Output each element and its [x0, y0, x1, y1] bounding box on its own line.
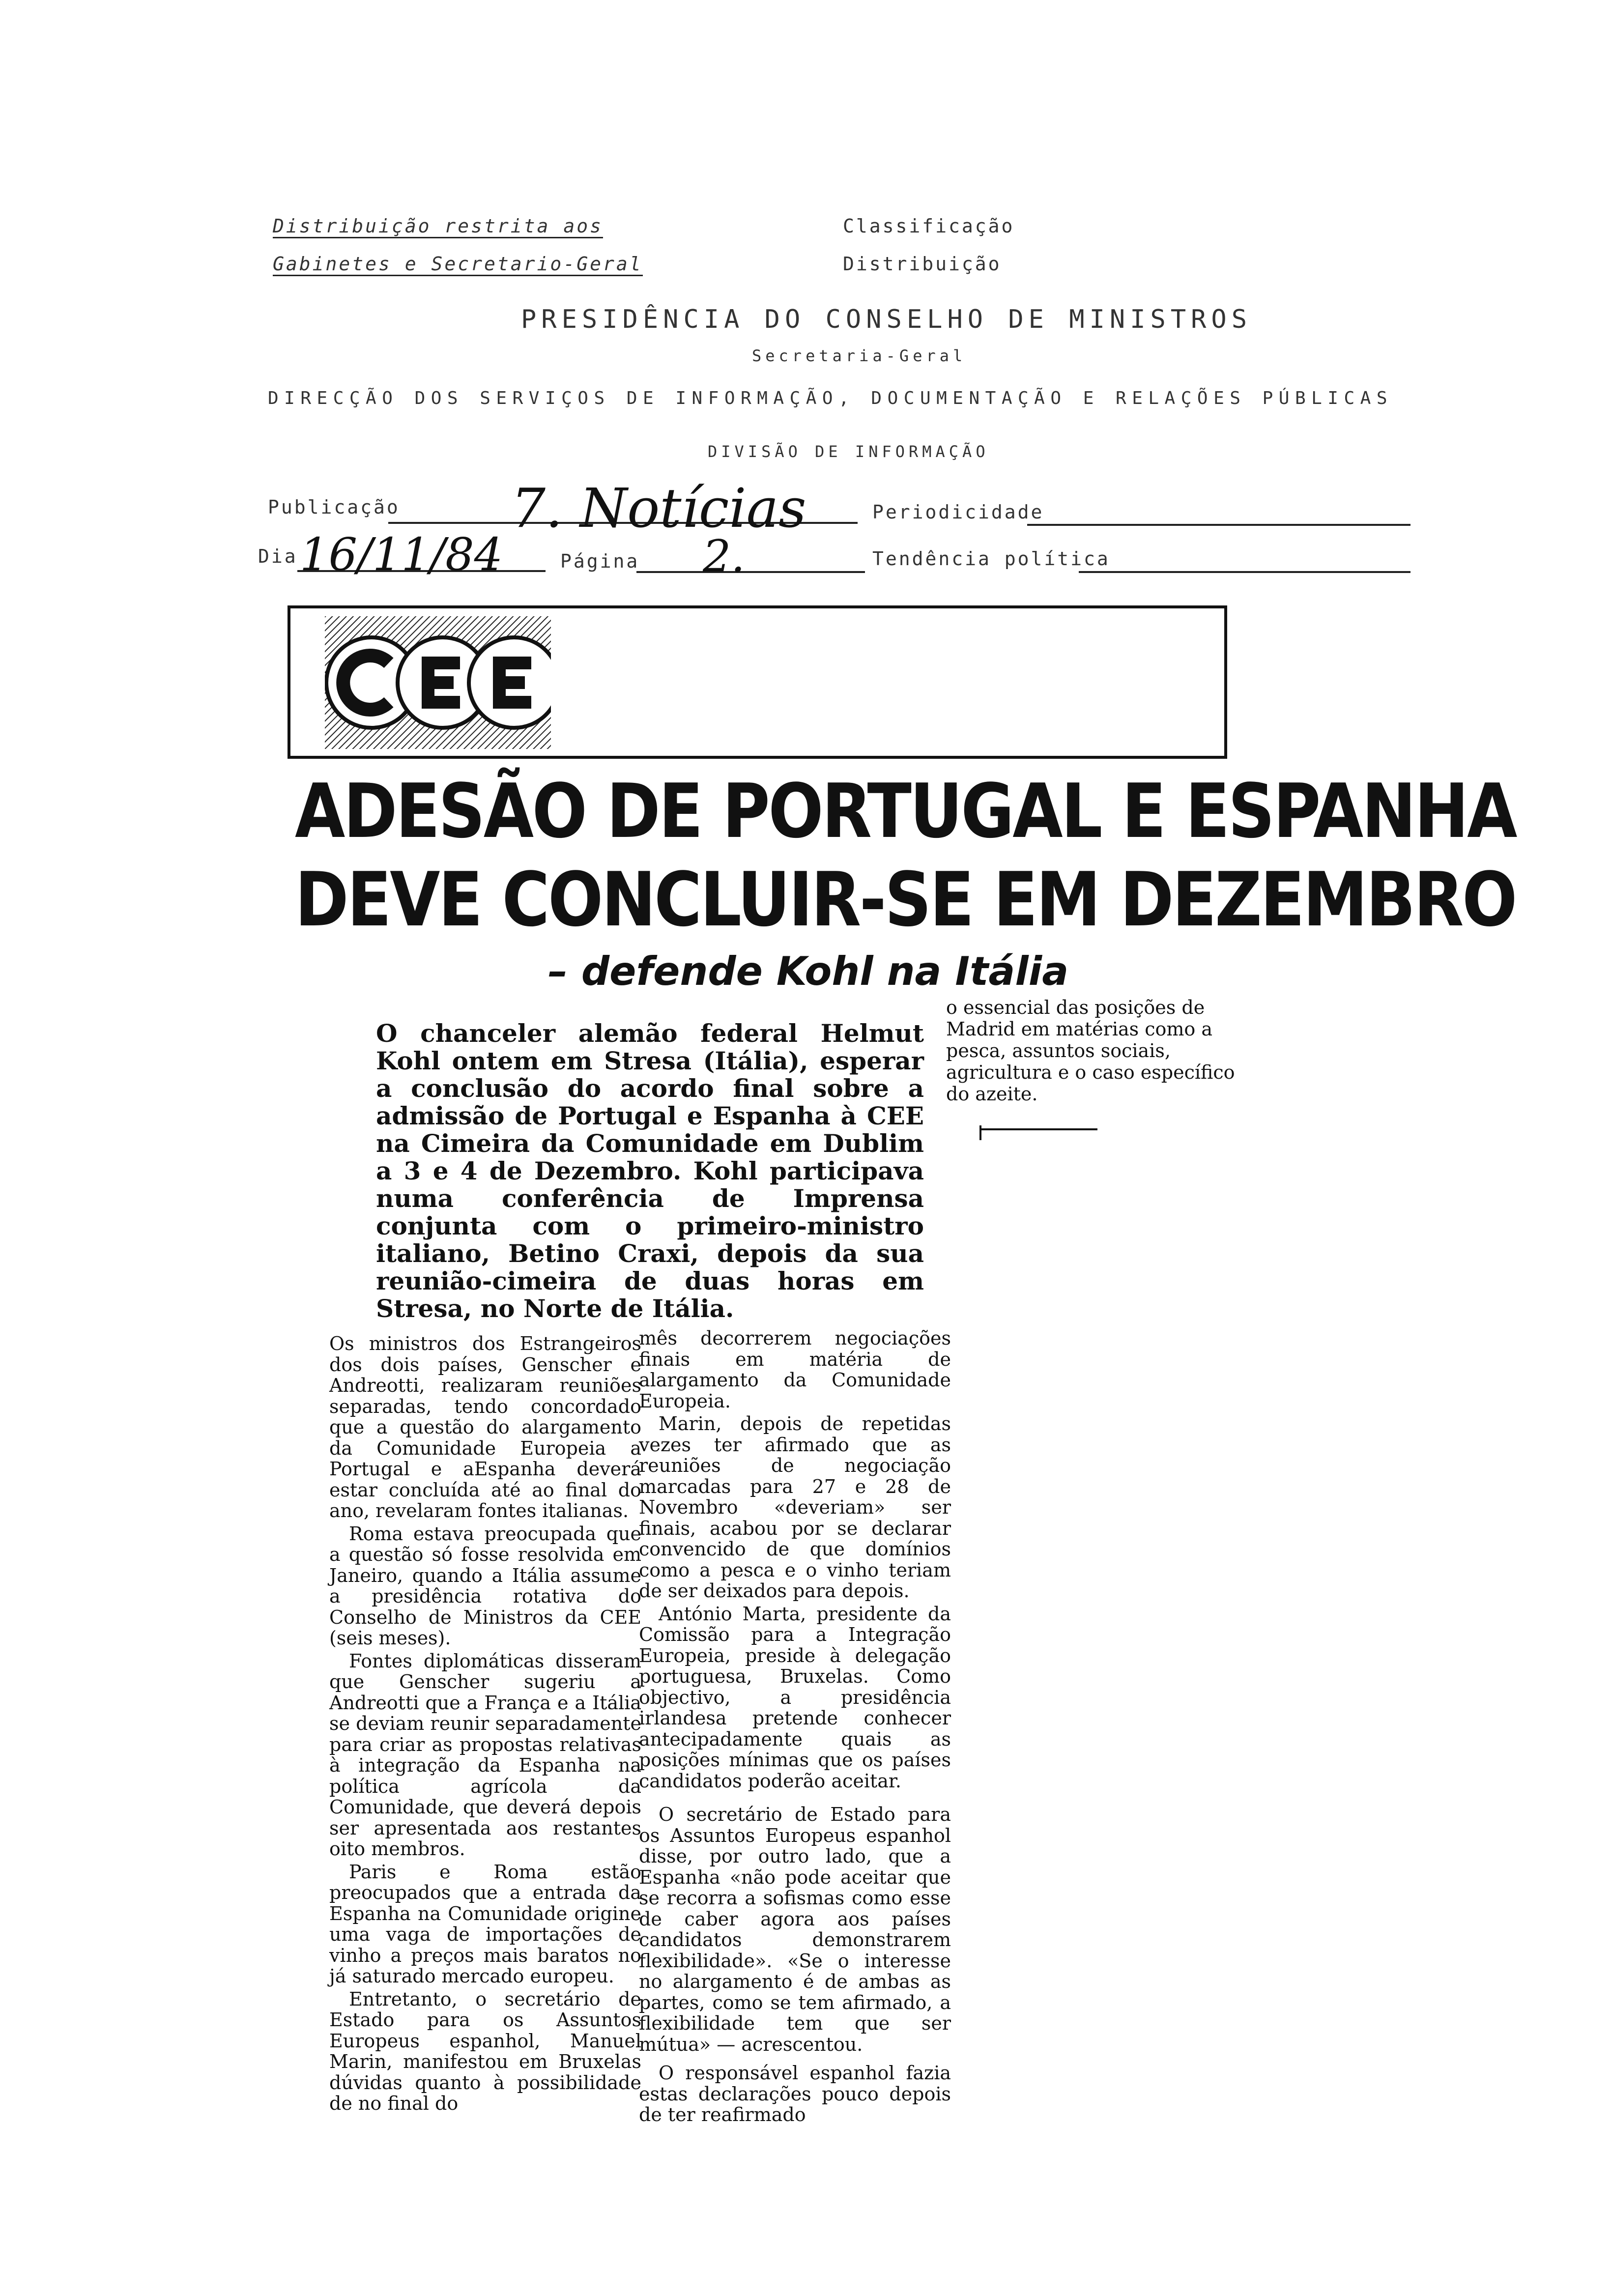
page-label: Página — [560, 550, 640, 572]
distribution-restricted-line2: Gabinetes e Secretario-Geral — [273, 253, 643, 276]
day-label: Dia — [258, 545, 298, 567]
headline-line-2: DEVE CONCLUIR-SE EM DEZEMBRO — [295, 856, 1516, 943]
body-paragraph: Os ministros dos Estrangeiros dos dois países, Genscher e Andreotti, realizaram reuniões separadas, tendo concordado que a questão do alargamento da Comunidade Europeia a Portugal e aEspanha deverá estar concluída até ao final do ano, revelaram fontes italianas. — [329, 1333, 641, 1521]
body-paragraph: O responsável espanhol fazia estas declarações pouco depois de ter reafirmado — [639, 2062, 951, 2125]
body-paragraph: Paris e Roma estão preocupados que a entrada da Espanha na Comunidade origine uma vaga de importações de vinho a preços mais baratos no já saturado mercado europeu. — [329, 1861, 641, 1987]
body-paragraph: Roma estava preocupada que a questão só fosse resolvida em Janeiro, quando a Itália assume a presidência rotativa do Conselho de Ministros da CEE (seis meses). — [329, 1522, 641, 1649]
cee-logo — [325, 616, 551, 749]
periodicity-line — [1027, 524, 1410, 526]
distribution-label: Distribuição — [843, 253, 1002, 275]
section-banner — [288, 605, 1227, 759]
body-paragraph: Entretanto, o secretário de Estado para os Assuntos Europeus espanhol, Manuel Marin, manifestou em Bruxelas dúvidas quanto à possibilidade de no final do — [329, 1988, 641, 2114]
political-tendency-line — [1079, 571, 1410, 573]
classification-label: Classificação — [843, 215, 1015, 237]
body-column-right — [639, 1328, 951, 2125]
distribution-restricted-line1: Distribuição restrita aos — [273, 215, 603, 238]
directorate-title: DIRECÇÃO DOS SERVIÇOS DE INFORMAÇÃO, DOCUMENTAÇÃO E RELAÇÕES PÚBLICAS — [268, 388, 1393, 408]
day-handwritten: 16/11/84 — [300, 528, 503, 581]
ministry-title: PRESIDÊNCIA DO CONSELHO DE MINISTROS — [521, 305, 1252, 334]
body-paragraph: Marin, depois de repetidas vezes ter afirmado que as reuniões de negociação marcadas para 27 e 28 de Novembro «deveriam» ser finais, acabou por se declarar convencido de que domínios como a pesca e o vinho teriam de ser deixados para depois. — [639, 1413, 951, 1602]
sidebar-rule — [979, 1128, 1097, 1130]
body-column-left — [329, 1333, 641, 2114]
secretariat-label: Secretaria-Geral — [752, 346, 967, 365]
sidebar-continuation: o essencial das posições de Madrid em matérias como a pesca, assuntos sociais, agricultura e o caso específico do azeite. — [946, 997, 1235, 1105]
publication-handwritten: 7. Notícias — [511, 477, 806, 540]
body-paragraph: mês decorrerem negociações finais em matéria de alargamento da Comunidade Europeia. — [639, 1327, 951, 1412]
political-tendency-label: Tendência política — [872, 548, 1110, 570]
page-line — [636, 571, 865, 573]
body-paragraph: Fontes diplomáticas disseram que Genscher sugeriu a Andreotti que a França e a Itália se deviam reunir separadamente para criar as propostas relativas à integração da Espanha na política agrícola da Comunidade, que deverá depois ser apresentada aos restantes oito membros. — [329, 1650, 641, 1860]
sidebar-rule-tick — [979, 1125, 981, 1140]
body-paragraph: O secretário de Estado para os Assuntos Europeus espanhol disse, por outro lado, que a Espanha «não pode aceitar que se recorra a sofismas como esse de caber agora aos países candidatos demonstrarem flexibilidade». «Se o interesse no alargamento é de ambas as partes, como se tem afirmado, a flexibilidade tem que ser mútua» — acrescentou. — [639, 1804, 951, 2055]
body-paragraph: António Marta, presidente da Comissão para a Integração Europeia, preside à delegação portuguesa, Bruxelas. Como objectivo, a presidência irlandesa pretende conhecer antecipadamente quais as posições mínimas que os países candidatos poderão aceitar. — [639, 1603, 951, 1792]
division-label: DIVISÃO DE INFORMAÇÃO — [708, 442, 989, 461]
subheadline: – defende Kohl na Itália — [548, 948, 1069, 994]
lead-paragraph: O chanceler alemão federal Helmut Kohl ontem em Stresa (Itália), esperar a conclusão do acordo final sobre a admissão de Portugal e Espanha à CEE na Cimeira da Comunidade em Dublim a 3 e 4 de Dezembro. Kohl participava numa conferência de Imprensa conjunta com o primeiro-ministro italiano, Betino Craxi, depois da sua reunião-cimeira de duas horas em Stresa, no Norte de Itália. — [376, 1019, 924, 1323]
headline-line-1: ADESÃO DE PORTUGAL E ESPANHA — [295, 768, 1516, 855]
periodicity-label: Periodicidade — [872, 501, 1044, 523]
publication-label: Publicação — [268, 496, 400, 518]
page-handwritten: 2. — [703, 531, 745, 582]
